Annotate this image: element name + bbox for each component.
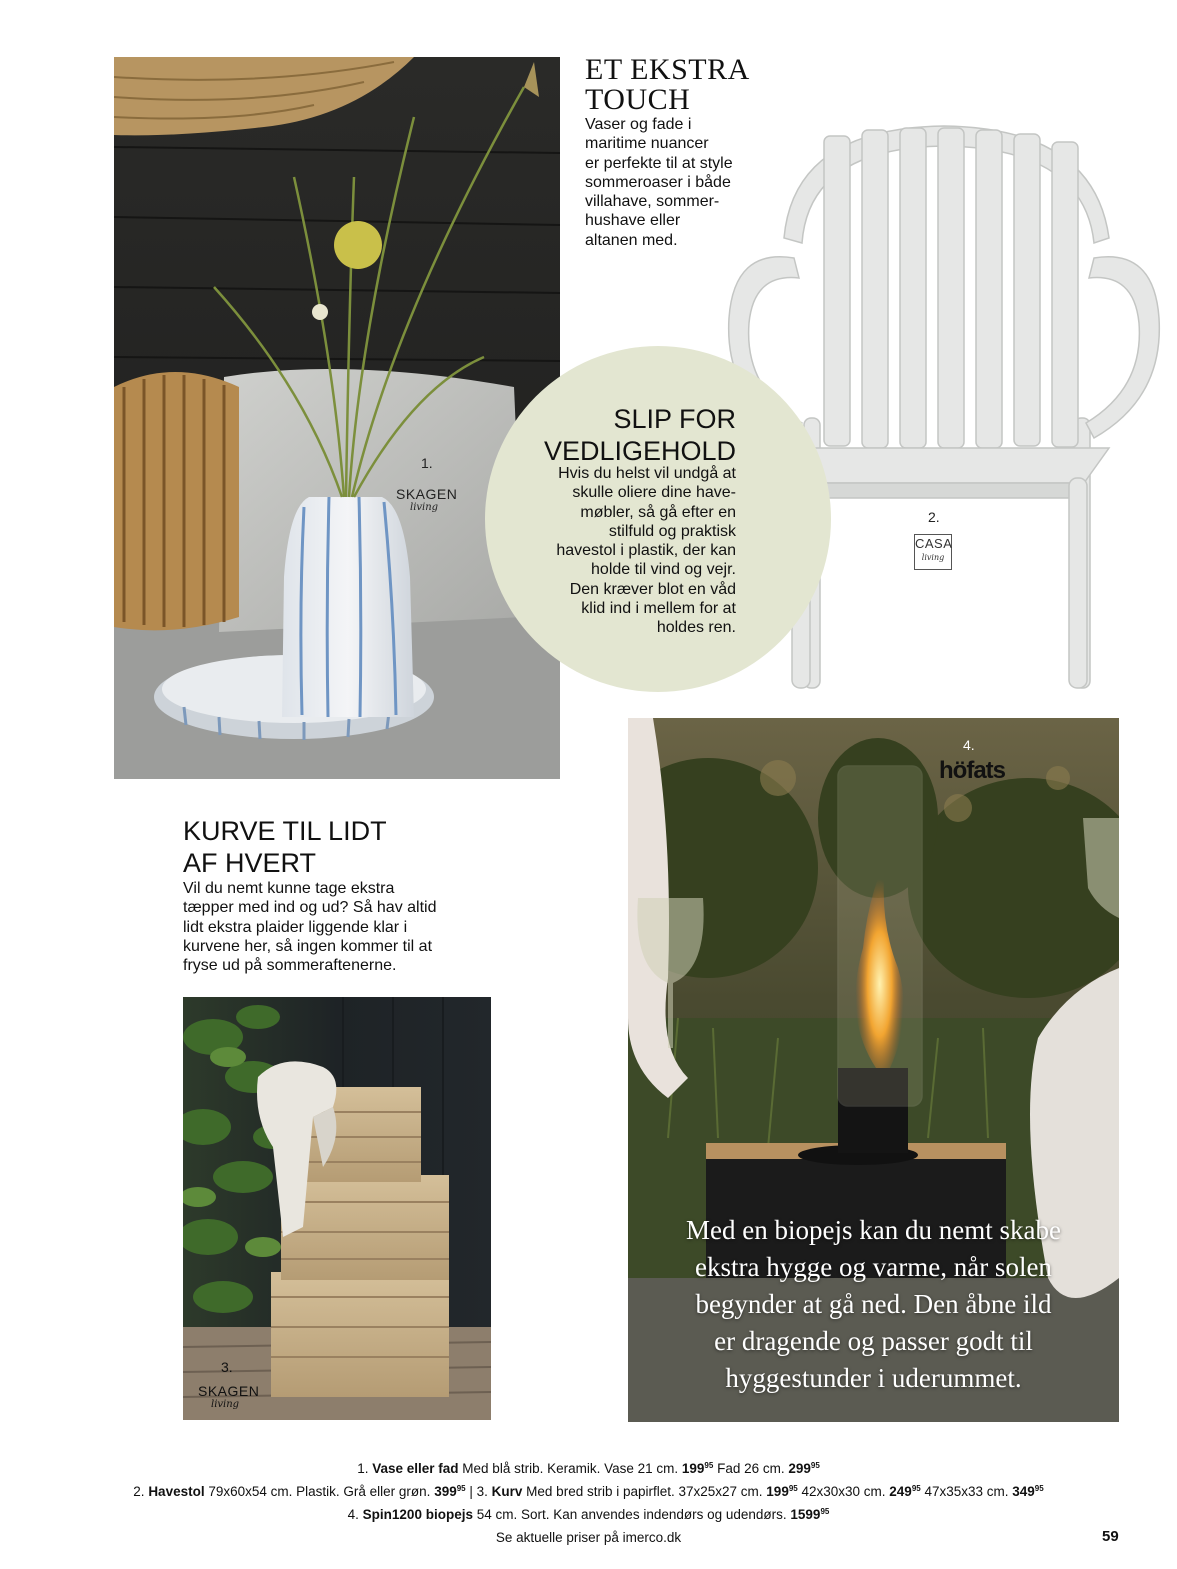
slip-title-line1: SLIP FOR: [613, 404, 736, 434]
slip-body-line: holde til vind og vejr.: [591, 561, 736, 579]
firepit-quote-line: Med en biopejs kan du nemt skabe: [686, 1215, 1061, 1245]
slip-body-line: Den kræver blot en våd: [569, 580, 736, 598]
page-number: 59: [1102, 1528, 1119, 1545]
basket-brand: SKAGEN: [198, 1383, 260, 1399]
caption-line-1: [0, 1456, 1177, 1479]
caption-price: 199: [681, 1461, 705, 1476]
slip-body: [500, 464, 736, 638]
firepit-quote-line: er dragende og passer godt til: [714, 1326, 1033, 1356]
caption-text: Med bred strib i papirflet. 37x25x27 cm.: [522, 1484, 767, 1499]
basket-number: 3.: [221, 1359, 233, 1375]
touch-body-line: sommeroaser i både: [585, 173, 731, 191]
slip-body-line: møbler, så gå efter en: [580, 503, 736, 521]
caption-price: 299: [788, 1461, 811, 1476]
kurve-body: [183, 879, 503, 975]
slip-body-line: Hvis du helst vil undgå at: [558, 465, 736, 482]
caption-product-name: Kurv: [491, 1484, 523, 1499]
caption-price-cents: 95: [810, 1461, 820, 1470]
slip-body-line: havestol i plastik, der kan: [556, 542, 736, 560]
touch-title-line2: TOUCH: [585, 83, 691, 116]
caption-product-name: Havestol: [148, 1484, 205, 1499]
vase-number: 1.: [421, 455, 433, 471]
slip-title: [500, 403, 736, 467]
touch-body-line: er perfekte til at style: [585, 154, 733, 172]
caption-price: 1599: [790, 1507, 821, 1522]
caption-price-cents: 95: [456, 1484, 466, 1493]
kurve-body-line: lidt ekstra plaider liggende klar i: [183, 918, 408, 936]
caption-text: 79x60x54 cm. Plastik. Grå eller grøn.: [204, 1484, 435, 1499]
touch-body-line: villahave, sommer-: [585, 193, 720, 211]
caption-text: 47x35x33 cm.: [920, 1484, 1013, 1499]
kurve-body-line: fryse ud på sommeraftenerne.: [183, 957, 397, 975]
caption-price: 349: [1012, 1484, 1035, 1499]
caption-num: 2.: [133, 1484, 145, 1499]
chair-number: 2.: [928, 509, 940, 525]
caption-num: 4.: [347, 1507, 359, 1522]
caption-price-cents: 95: [788, 1484, 798, 1493]
slip-body-line: klid ind i mellem for at: [581, 600, 736, 618]
caption-price-cents: 95: [820, 1507, 830, 1516]
slip-body-line: stilfuld og praktisk: [608, 522, 736, 540]
caption-price-cents: 95: [911, 1484, 921, 1493]
kurve-title-line1: KURVE TIL LIDT: [183, 816, 387, 846]
touch-body-line: Vaser og fade i: [585, 116, 692, 133]
vase-photo: [114, 57, 560, 779]
kurve-body-line: kurvene her, så ingen kommer til at: [183, 937, 433, 955]
slip-body-line: holdes ren.: [656, 619, 736, 637]
firepit-quote: [628, 1212, 1119, 1397]
touch-body-line: hushave eller: [585, 212, 681, 230]
product-captions: [0, 1456, 1177, 1525]
caption-line-2: [0, 1479, 1177, 1502]
firepit-brand: höfats: [939, 757, 1005, 784]
vase-brand-script: living: [410, 502, 439, 513]
touch-title: [585, 55, 845, 115]
touch-body-line: maritime nuancer: [585, 135, 709, 153]
slip-body-line: skulle oliere dine have-: [572, 484, 736, 502]
firepit-number: 4.: [963, 737, 975, 753]
kurve-body-line: Vil du nemt kunne tage ekstra: [183, 880, 395, 897]
firepit-quote-line: begynder at gå ned. Den åbne ild: [695, 1289, 1052, 1319]
kurve-body-line: tæpper med ind og ud? Så hav altid: [183, 899, 437, 917]
basket-brand-script: living: [211, 1399, 240, 1410]
chair-brand: CASA: [915, 536, 953, 551]
chair-brand-box: [914, 534, 952, 570]
caption-text: Fad 26 cm.: [713, 1461, 789, 1476]
caption-product-name: Spin1200 biopejs: [362, 1507, 473, 1522]
caption-num: 1.: [357, 1461, 369, 1476]
kurve-title-line2: AF HVERT: [183, 848, 317, 878]
touch-body-line: altanen med.: [585, 231, 678, 249]
slip-title-line2: VEDLIGEHOLD: [543, 436, 736, 466]
firepit-quote-line: hyggestunder i uderummet.: [725, 1363, 1022, 1393]
caption-line-3: [0, 1502, 1177, 1525]
basket-photo: [183, 997, 491, 1420]
caption-product-name: Vase eller fad: [372, 1461, 459, 1476]
touch-title-line1: ET EKSTRA: [585, 53, 750, 86]
chair-brand-script: living: [921, 553, 945, 562]
caption-text: Med blå strib. Keramik. Vase 21 cm.: [458, 1461, 682, 1476]
footer-text: Se aktuelle priser på imerco.dk: [495, 1530, 682, 1545]
caption-price-cents: 95: [704, 1461, 714, 1470]
caption-price: 199: [766, 1484, 789, 1499]
firepit-quote-line: ekstra hygge og varme, når solen: [695, 1252, 1052, 1282]
caption-text: 42x30x30 cm.: [797, 1484, 890, 1499]
caption-separator: | 3.: [465, 1484, 492, 1499]
kurve-title: [183, 815, 503, 879]
caption-price: 249: [889, 1484, 912, 1499]
caption-price-cents: 95: [1034, 1484, 1044, 1493]
vase-brand: SKAGEN: [396, 486, 458, 502]
caption-price: 399: [434, 1484, 457, 1499]
caption-text: 54 cm. Sort. Kan anvendes indendørs og udendørs.: [472, 1507, 791, 1522]
